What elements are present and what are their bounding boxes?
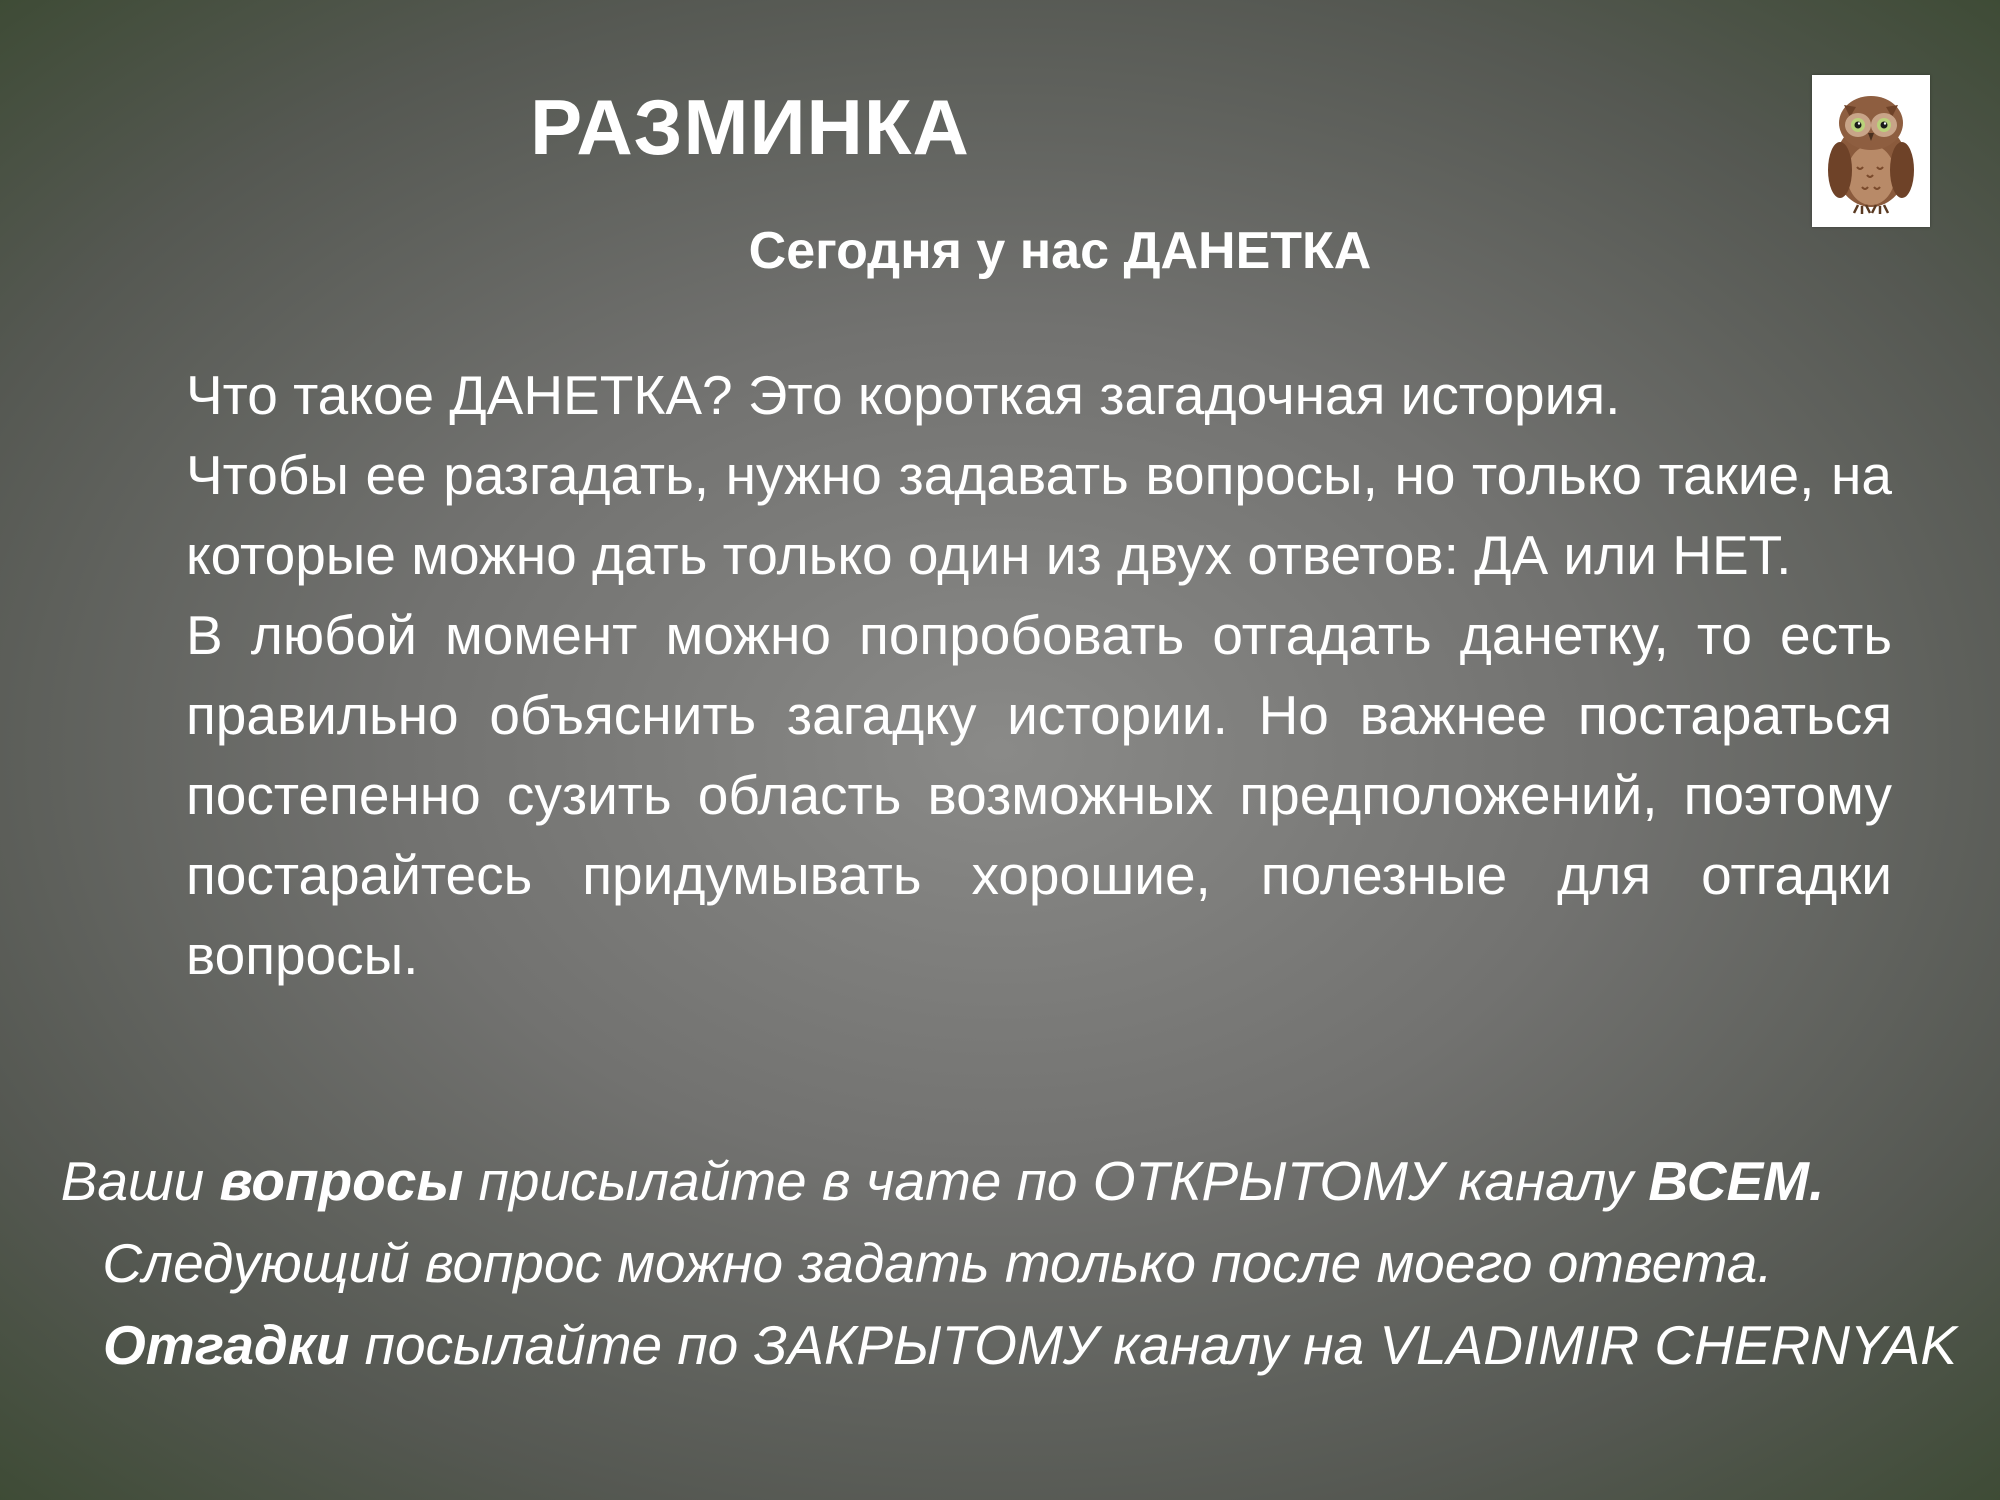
- owl-image: [1812, 75, 1930, 227]
- footer-text: Ваши: [60, 1150, 220, 1212]
- footer-line-questions: [0, 1140, 2000, 1222]
- slide-subtitle: Сегодня у нас ДАНЕТКА: [748, 222, 1372, 280]
- footer-line-next-question: Следующий вопрос можно задать только после моего ответа.: [102, 1232, 1773, 1294]
- slide-title: РАЗМИНКА: [530, 83, 970, 171]
- footer-emphasis: вопросы: [219, 1150, 464, 1212]
- footer-emphasis: Отгадки: [103, 1314, 350, 1376]
- body-text: [186, 355, 1892, 995]
- paragraph-what-is: Что такое ДАНЕТКА? Это короткая загадочная история.: [186, 364, 1621, 426]
- footer-emphasis: ВСЕМ.: [1648, 1150, 1825, 1212]
- footer-line-answers: [0, 1304, 2000, 1386]
- paragraph-guessing: В любой момент можно попробовать отгадать данетку, то есть правильно объяснить загадку истории. Но важнее постараться постепенно сузить область возможных предположений, поэтому постарайтесь придумывать хорошие, полезные для отгадки вопросы.: [186, 604, 1892, 986]
- footer-text: посылайте по ЗАКРЫТОМУ каналу на VLADIMIR CHERNYAK: [349, 1314, 1957, 1376]
- paragraph-how-to-solve: Чтобы ее разгадать, нужно задавать вопросы, но только такие, на которые можно дать только один из двух ответов: ДА или НЕТ.: [186, 444, 1892, 586]
- footer-text: присылайте в чате по ОТКРЫТОМУ каналу: [463, 1150, 1649, 1212]
- footer-instructions: [0, 1140, 2000, 1386]
- owl-icon: [1812, 75, 1930, 227]
